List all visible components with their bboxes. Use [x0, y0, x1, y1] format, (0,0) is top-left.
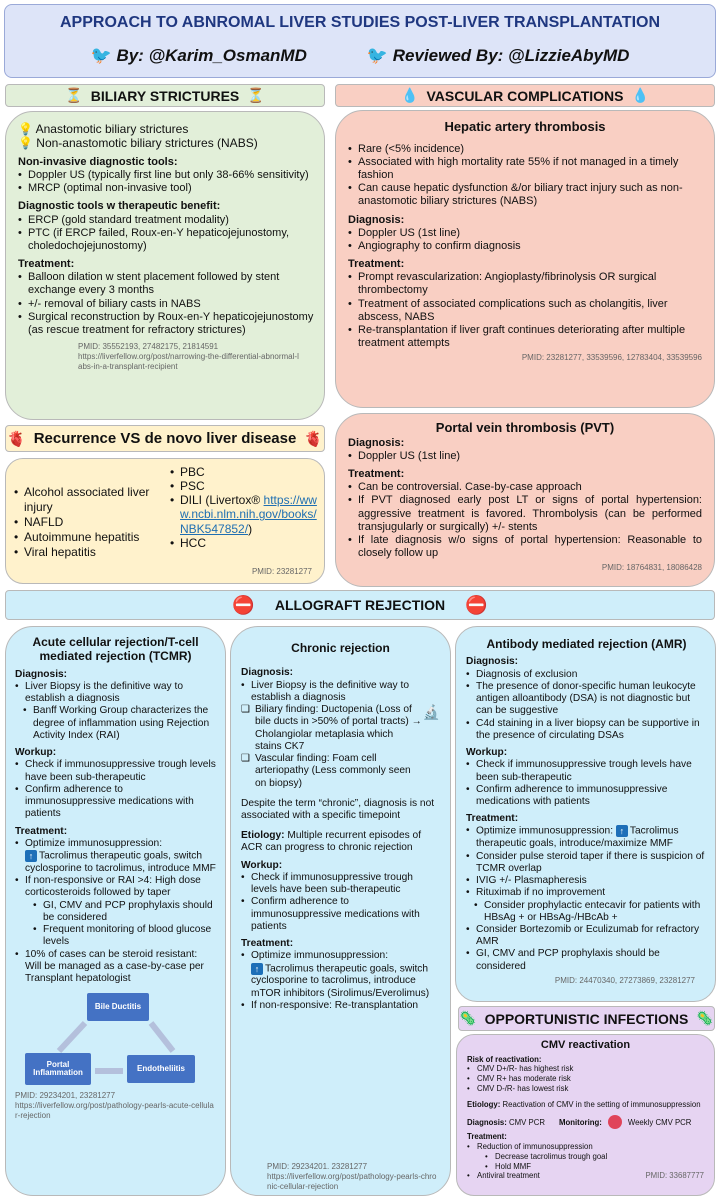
recurrence-list-right	[170, 465, 322, 550]
list-item: • Prompt revascularization: Angioplasty/fibrinolysis OR surgical thrombectomy	[348, 271, 702, 297]
list-item: • CMV D-/R- has lowest risk	[467, 1084, 704, 1094]
hat-title: Hepatic artery thrombosis	[444, 119, 606, 134]
reviewer: 🐦 Reviewed By: @LizzieAbyMD	[366, 46, 630, 65]
list-item: • Autoimmune hepatitis	[14, 530, 174, 545]
hat-card	[335, 110, 715, 408]
list-item: • Doppler US (1st line)	[348, 450, 702, 463]
chronic-card: Chronic rejection Diagnosis: • Liver Biopsy is the definitive way to establish a diagnosis ❑ Biliary finding: Ductopenia (Loss of bile ducts in >50% of portal tracts) → Cholangiolar metaplasia which stains CK7 ❑ Vascular finding: Foam cell arteriopathy (Less commonly seen on biopsy) 🔬 Despite the term “chronic”, diagnosis is not associated with a specific timepoint Etiology: Multiple recurrent episodes of ACR can progress to chronic rejection Workup: • Check if immunosuppressive trough levels have been sub-therapeutic • Confirm adherence to immunosuppressive medications with patients Treatment: • Optimize immunosuppression: ↑ Tacrolimus therapeutic goals, switch cyclosporine to tacrolimus, introduce mTOR inhibitors (Sirolimus/Everolimus) • If non-responsive: Re-transplantation PMID: 29234201. 23281277 https://liverfellow.org/post/pathology-pearls-chronic-cellular-rejection	[230, 626, 451, 1196]
infections-header: 🦠 OPPORTUNISTIC INFECTIONS 🦠	[458, 1006, 715, 1031]
hourglass-icon: ⏳	[65, 87, 83, 103]
list-item: • +/- removal of biliary casts in NABS	[18, 298, 314, 311]
list-item: ❑ Biliary finding: Ductopenia (Loss of bile ducts in >50% of portal tracts) → Cholangiolar metaplasia which stains CK7	[241, 704, 422, 753]
list-item: • Consider prophylactic entecavir for patients with HBsAg + or HBsAg-/HBcAb +	[474, 900, 707, 924]
twitter-icon: 🐦	[90, 46, 112, 65]
recurrence-card	[5, 458, 325, 584]
header	[4, 4, 716, 78]
list-item: • IVIG +/- Plasmapheresis	[466, 875, 707, 887]
biliary-sections	[18, 156, 314, 337]
list-item: • Doppler US (typically first line but only 38-66% sensitivity)	[18, 169, 314, 182]
pvt-title: Portal vein thrombosis (PVT)	[435, 420, 615, 435]
list-item: • GI, CMV and PCP prophylaxis should be considered	[466, 948, 707, 972]
list-item: • PBC	[170, 465, 322, 479]
list-item: • Hold MMF	[485, 1162, 607, 1172]
list-item: • PTC (if ERCP failed, Roux-en-Y hepaticojejunostomy, choledochojejunostomy)	[18, 227, 314, 253]
section-heading: Diagnosis:	[348, 213, 405, 226]
microscope-icon: 🔬	[422, 704, 440, 721]
liver-icon: 🫀	[304, 430, 323, 448]
up-arrow-icon: ↑	[25, 850, 37, 862]
list-item: • If late diagnosis w/o signs of portal hypertension: Reasonable to closely follow up	[348, 534, 702, 560]
list-item: • DILI (Livertox® https://www.ncbi.nlm.nih.gov/books/NBK547852/)	[170, 493, 322, 535]
recurrence-list-left	[14, 485, 174, 560]
list-item: • Doppler US (1st line)	[348, 227, 702, 240]
bile-ductitis-box: Bile Ductitis	[87, 993, 149, 1021]
tcmr-diagram	[15, 989, 216, 1087]
amr-card: Antibody mediated rejection (AMR) Diagnosis: • Diagnosis of exclusion • The presence of donor-specific human leukocyte antigen alloantibody (DSA) is not diagnostic but can be suggestive • C4d staining in a liver biopsy can be supportive in the presence of circulating DSAs Workup: • Check if immunosuppressive trough levels have been sub-therapeutic • Confirm adherence to immunosuppressive medications with patients Treatment: • Optimize immunosuppression: ↑ Tacrolimus therapeutic goals, introduce/maximize MMF • Consider pulse steroid taper if there is suspicion of TCMR overlap • IVIG +/- Plasmapheresis • Rituximab if no improvement • Consider prophylactic entecavir for patients with HBsAg + or HBsAg-/HBcAb + • Consider Bortezomib or Eculizumab for refractory AMR • GI, CMV and PCP prophylaxis should be considered PMID: 24470340, 27273869, 23281277	[455, 626, 716, 1002]
list-item: • Angiography to confirm diagnosis	[348, 240, 702, 253]
amr-title: Antibody mediated rejection (AMR)	[486, 637, 687, 651]
reference-link: https://liverfellow.org/post/narrowing-the-differential-abnormal-labs-in-a-transplant-recipient	[78, 352, 299, 372]
pvt-sections	[348, 437, 702, 561]
list-item: • GI, CMV and PCP prophylaxis should be considered	[33, 900, 216, 924]
pmid: PMID: 23281277	[251, 567, 312, 577]
list-item: • Rituximab if no improvement	[466, 887, 707, 899]
monitor-icon	[608, 1115, 622, 1129]
list-item: • Associated with high mortality rate 55% if not managed in a timely fashion	[348, 156, 702, 182]
list-item: • Alcohol associated liver injury	[14, 485, 174, 515]
list-item: • C4d staining in a liver biopsy can be supportive in the presence of circulating DSAs	[466, 718, 707, 742]
list-item: • MRCP (optimal non-invasive tool)	[18, 182, 314, 195]
blood-drop-icon: 💧	[401, 87, 419, 103]
cmv-card: CMV reactivation Risk of reactivation: • CMV D+/R- has highest risk • CMV R+ has moderate risk • CMV D-/R- has lowest risk Etiology: Reactivation of CMV in the setting of immunosuppression Diagnosis: CMV PCR Monitoring: Weekly CMV PCR Treatment: • Reduction of immunosuppression • Decrease tacrolimus trough goal • Hold MMF • Antiviral treatment PMID: 33687777	[456, 1034, 715, 1196]
list-item: ❑ Vascular finding: Foam cell arteriopathy (Less commonly seen on biopsy)	[241, 753, 422, 790]
up-arrow-icon: ↑	[251, 963, 263, 975]
list-item: • ERCP (gold standard treatment modality)	[18, 214, 314, 227]
liver-icon: 🫀	[7, 430, 26, 448]
list-item: • Check if immunosuppressive trough levels have been sub-therapeutic	[241, 872, 440, 896]
biliary-card	[5, 111, 325, 420]
reference-link: https://liverfellow.org/post/pathology-pearls-acute-cellular-rejection	[15, 1101, 214, 1121]
twitter-icon: 🐦	[366, 46, 389, 65]
list-item: • Viral hepatitis	[14, 545, 174, 560]
type-item: 💡 Non-anastomotic biliary strictures (NABS)	[18, 136, 258, 151]
reference-link: https://liverfellow.org/post/pathology-pearls-chronic-cellular-rejection	[267, 1172, 437, 1192]
blood-drop-icon: 💧	[631, 87, 649, 103]
list-item: • If PVT diagnosed early post LT or signs of portal hypertension: aggressive treatment is favored. Thrombolysis (can be performed transjugularly or surgically) +/- stents	[348, 494, 702, 534]
section-heading: Treatment:	[348, 467, 405, 480]
list-item: • Confirm adherence to immunosuppressive medications with patients	[241, 896, 440, 933]
up-arrow-icon: ↑	[616, 825, 628, 837]
list-item: • Frequent monitoring of blood glucose levels	[33, 924, 216, 948]
tcmr-title: Acute cellular rejection/T-cell mediated rejection (TCMR)	[32, 635, 199, 664]
list-item: • Rare (<5% incidence)	[348, 143, 702, 156]
list-item: • Treatment of associated complications such as cholangitis, liver abscess, NABS	[348, 298, 702, 324]
biliary-header: ⏳ BILIARY STRICTURES ⏳	[5, 84, 325, 107]
list-item: • Consider Bortezomib or Eculizumab for refractory AMR	[466, 924, 707, 948]
pmid: PMID: 33687777	[645, 1171, 704, 1181]
list-item: • Decrease tacrolimus trough goal	[485, 1152, 607, 1162]
chronic-title: Chronic rejection	[291, 641, 390, 655]
pmid: PMID: 23281277, 33539596, 12783404, 33539596	[521, 353, 702, 363]
page-title: APPROACH TO ABNROMAL LIVER STUDIES POST-LIVER TRANSPLANTATION	[59, 14, 661, 31]
lightbulb-icon: 💡	[18, 122, 33, 136]
list-item: • Can be controversial. Case-by-case approach	[348, 481, 702, 494]
pmid: PMID: 35552193, 27482175, 21814591	[78, 342, 219, 352]
section-heading: Diagnosis:	[348, 436, 405, 449]
list-item: • Check if immunosuppressive trough levels have been sub-therapeutic	[15, 759, 216, 783]
hat-intro	[348, 143, 702, 209]
pvt-card	[335, 413, 715, 587]
list-item: • Can cause hepatic dysfunction &/or biliary tract injury such as non-anastomotic biliary strictures (NABS)	[348, 182, 702, 208]
section-heading: Treatment:	[348, 258, 405, 271]
section-heading: Treatment:	[18, 258, 75, 271]
list-item: • Balloon dilation w stent placement followed by stent exchange every 3 months	[18, 271, 314, 297]
lightbulb-icon: 💡	[18, 136, 33, 151]
hourglass-icon: ⏳	[247, 87, 265, 103]
pmid: PMID: 24470340, 27273869, 23281277	[554, 975, 695, 985]
list-item: • Check if immunosuppressive trough levels have been sub-therapeutic	[466, 759, 707, 783]
portal-inflammation-box: Portal Inflammation	[25, 1053, 91, 1085]
livertox-link[interactable]: https://www.ncbi.nlm.nih.gov/books/NBK547852/	[180, 493, 317, 536]
list-item: • Liver Biopsy is the definitive way to establish a diagnosis	[241, 680, 440, 704]
virus-icon: 🦠	[459, 1010, 477, 1026]
list-item: • Diagnosis of exclusion	[466, 669, 707, 681]
pmid: PMID: 29234201. 23281277	[267, 1162, 368, 1172]
pmid: PMID: 29234201, 23281277	[15, 1091, 116, 1101]
list-item: • CMV R+ has moderate risk	[467, 1074, 704, 1084]
recurrence-header: 🫀 Recurrence VS de novo liver disease 🫀	[5, 425, 325, 452]
list-item: • Consider pulse steroid taper if there is suspicion of TCMR overlap	[466, 851, 707, 875]
list-item: • CMV D+/R- has highest risk	[467, 1064, 704, 1074]
virus-icon: 🦠	[696, 1010, 714, 1026]
author: 🐦 By: @Karim_OsmanMD	[90, 46, 307, 65]
rejection-header: ⛔ ALLOGRAFT REJECTION ⛔	[5, 590, 715, 620]
vascular-header: 💧 VASCULAR COMPLICATIONS 💧	[335, 84, 715, 107]
section-heading: Diagnostic tools w therapeutic benefit:	[18, 200, 221, 213]
list-item: • Confirm adherence to immunosuppressive medications with patients	[466, 784, 707, 808]
list-item: • PSC	[170, 479, 322, 493]
list-item: • Re-transplantation if liver graft continues deteriorating after multiple treatment attempts	[348, 324, 702, 350]
list-item: • Confirm adherence to immunosuppressive medications with patients	[15, 784, 216, 821]
list-item: • NAFLD	[14, 515, 174, 530]
endotheliitis-box: Endotheliitis	[127, 1055, 195, 1083]
no-entry-icon: ⛔	[232, 594, 255, 615]
tcmr-card: Acute cellular rejection/T-cell mediated rejection (TCMR) Diagnosis: • Liver Biopsy is the definitive way to establish a diagnosis • Banff Working Group characterizes the degree of inflammation using Rejection Activity Index (RAI) Workup: • Check if immunosuppressive trough levels have been sub-therapeutic • Confirm adherence to immunosuppressive medications with patients Treatment: • Optimize immunosuppression: ↑ Tacrolimus therapeutic goals, switch cyclosporine to tacrolimus, introduce MMF • If non-responsive or RAI >4: High dose corticosteroids followed by taper • GI, CMV and PCP prophylaxis should be considered • Frequent monitoring of blood glucose levels • 10% of cases can be steroid resistant: Will be managed as a case-by-case per Transplant hepatologist Bile Ductitis Portal Inflammation Endotheliitis PMID: 29234201, 23281277 https://liverfellow.org/post/pathology-pearls-acute-cellular-rejection	[5, 626, 226, 1196]
list-item: • HCC	[170, 536, 322, 550]
cmv-title: CMV reactivation	[540, 1039, 631, 1051]
type-item: 💡 Anastomotic biliary strictures	[18, 122, 189, 136]
list-item: • The presence of donor-specific human leukocyte antigen alloantibody (DSA) is not diagnostic but can be suggestive	[466, 681, 707, 718]
no-entry-icon: ⛔	[465, 594, 488, 615]
section-heading: Non-invasive diagnostic tools:	[18, 155, 178, 168]
hat-sections	[348, 214, 702, 351]
list-item: • Surgical reconstruction by Roux-en-Y hepaticojejunostomy (as rescue treatment for refractory strictures)	[18, 311, 314, 337]
pmid: PMID: 18764831, 18086428	[601, 563, 702, 573]
